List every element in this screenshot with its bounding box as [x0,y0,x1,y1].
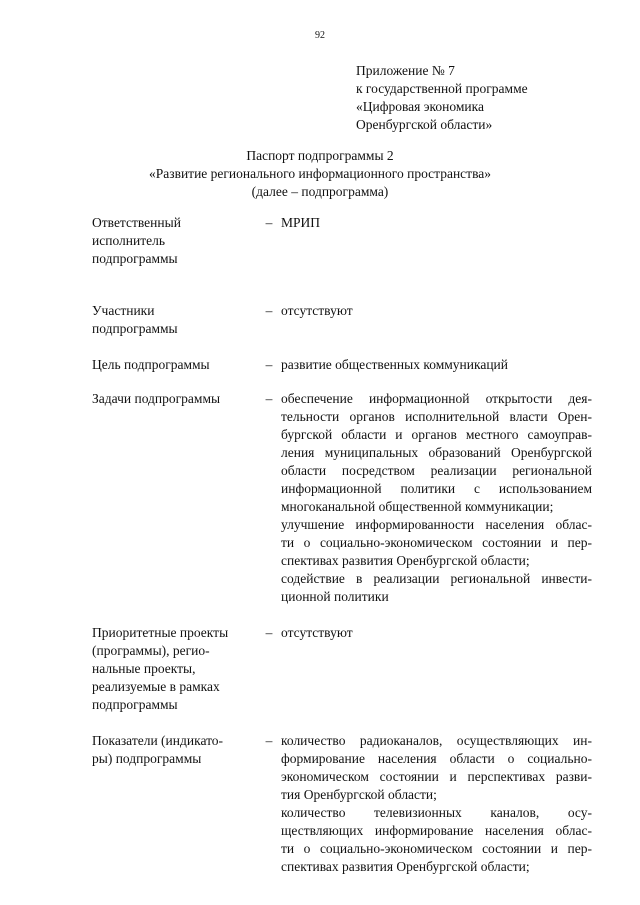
label-line: подпрограммы [92,251,178,266]
passport-row-participants [92,302,592,338]
label-line: Приоритетные проекты [92,625,229,640]
row-label [92,302,257,338]
row-label [92,214,257,268]
value-line: ществляющих информирование населения облас- [281,823,592,838]
appendix-line: к государственной программе [356,81,528,96]
row-value [281,302,592,338]
value-line: спективах развития Оренбургской области; [281,553,530,568]
label-line: (программы), регио- [92,643,210,658]
row-value [281,390,592,606]
value-line: развитие общественных коммуникаций [281,357,509,372]
row-value [281,624,592,714]
label-line: нальные проекты, [92,661,196,676]
passport-row-responsible [92,214,592,268]
value-line: отсутствуют [281,625,353,640]
label-line: Показатели (индикато- [92,733,224,748]
row-dash: – [265,215,273,230]
page-number: 92 [315,30,325,41]
title-line: Паспорт подпрограммы 2 [246,148,394,163]
label-line: подпрограммы [92,697,178,712]
passport-table [92,214,592,876]
value-line: ти о социально-экономическом состоянии и пер- [281,535,592,550]
title-line: (далее – подпрограмма) [251,184,389,199]
row-value [281,214,592,268]
value-line: многоканальной общественной коммуникации; [281,499,554,514]
value-line: формирование населения области о социально- [281,751,592,766]
row-dash: – [265,357,273,372]
row-label [92,732,257,876]
title-line: «Развитие регионального информационного пространства» [148,166,492,181]
label-line: Задачи подпрограммы [92,391,221,406]
value-line: спективах развития Оренбургской области; [281,859,530,874]
label-line: реализуемые в рамках [92,679,220,694]
value-line: экономическом состоянии и перспективах разви- [281,769,592,784]
row-dash: – [265,391,273,406]
passport-row-priority-projects [92,624,592,714]
passport-row-goal [92,356,592,374]
value-line: ти о социально-экономическом состоянии и пер- [281,841,592,856]
value-line: ления муниципальных образований Оренбургской [281,445,592,460]
row-value [281,356,592,374]
value-line: тельности органов исполнительной власти Орен- [281,409,592,424]
value-line: МРИП [281,215,321,230]
row-dash: – [265,733,273,748]
passport-row-indicators [92,732,592,876]
row-label [92,356,257,374]
label-line: Участники [92,303,155,318]
appendix-header [356,62,626,134]
label-line: ры) подпрограммы [92,751,202,766]
passport-title [0,147,640,201]
value-line: улучшение информированности населения облас- [281,517,592,532]
row-label [92,390,257,606]
label-line: исполнитель [92,233,165,248]
row-dash: – [265,625,273,640]
value-line: количество телевизионных каналов, осу- [281,805,592,820]
value-line: содействие в реализации региональной инвести- [281,571,592,586]
value-line: количество радиоканалов, осуществляющих ин- [281,733,592,748]
row-label [92,624,257,714]
label-line: Цель подпрограммы [92,357,210,372]
value-line: тия Оренбургской области; [281,787,437,802]
label-line: Ответственный [92,215,181,230]
value-line: области посредством реализации региональной [281,463,592,478]
value-line: информационной политики с использованием [281,481,592,496]
appendix-line: «Цифровая экономика [356,99,484,114]
value-line: бургской области и органов местного самоуправ- [281,427,592,442]
value-line: ционной политики [281,589,389,604]
row-dash: – [265,303,273,318]
appendix-line: Приложение № 7 [356,63,455,78]
label-line: подпрограммы [92,321,178,336]
value-line: отсутствуют [281,303,353,318]
passport-row-tasks [92,390,592,606]
value-line: обеспечение информационной открытости дея- [281,391,592,406]
appendix-line: Оренбургской области» [356,117,493,132]
row-value [281,732,592,876]
